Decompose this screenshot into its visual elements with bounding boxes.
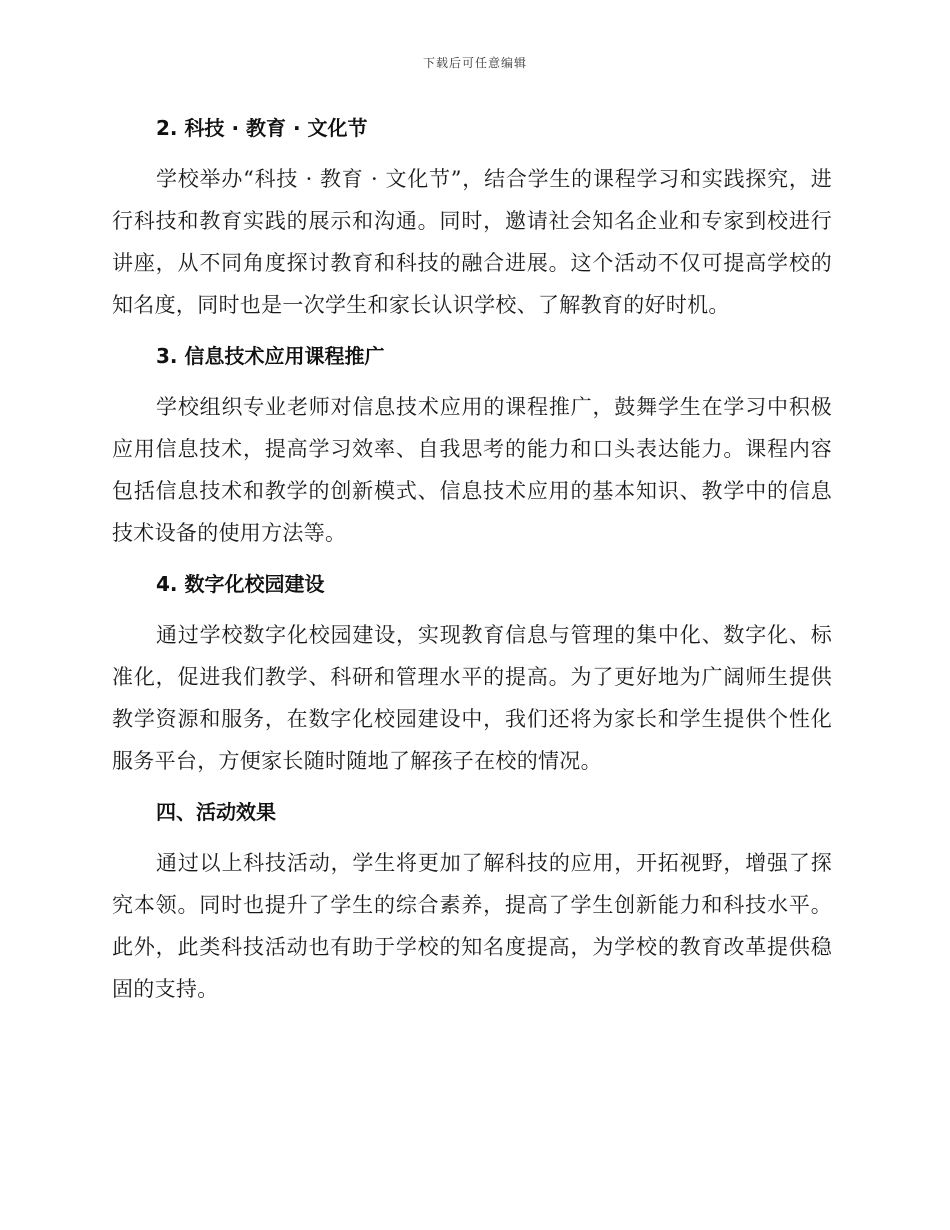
section-heading-tech-festival: 2. 科技 · 教育 · 文化节: [156, 116, 368, 140]
section-heading-activity-effect: 四、活动效果: [156, 800, 276, 824]
section-heading-digital-campus: 4. 数字化校园建设: [156, 572, 325, 596]
paragraph-tech-festival: 学校举办“科技 · 教育 · 文化节”，结合学生的课程学习和实践探究，进行科技和教育实践的展示和沟通。同时，邀请社会知名企业和专家到校进行讲座，从不同角度探讨教育和科技的融合进展。这个活动不仅可提高学校的知名度，同时也是一次学生和家长认识学校、了解教育的好时机。: [112, 167, 832, 317]
paragraph-digital-campus: 通过学校数字化校园建设，实现教育信息与管理的集中化、数字化、标准化，促进我们教学、科研和管理水平的提高。为了更好地为广阔师生提供教学资源和服务，在数字化校园建设中，我们还将为家长和学生提供个性化服务平台，方便家长随时随地了解孩子在校的情况。: [112, 623, 832, 773]
paragraph-activity-effect: 通过以上科技活动，学生将更加了解科技的应用，开拓视野，增强了探究本领。同时也提升了学生的综合素养，提高了学生创新能力和科技水平。此外，此类科技活动也有助于学校的知名度提高，为学校的教育改革提供稳固的支持。: [112, 851, 832, 1001]
section-heading-it-course: 3. 信息技术应用课程推广: [156, 344, 385, 368]
paragraph-it-course: 学校组织专业老师对信息技术应用的课程推广，鼓舞学生在学习中积极应用信息技术，提高学习效率、自我思考的能力和口头表达能力。课程内容包括信息技术和教学的创新模式、信息技术应用的基本知识、教学中的信息技术设备的使用方法等。: [112, 395, 832, 545]
page-header: 下载后可任意编辑: [422, 56, 527, 70]
document-body: [112, 108, 832, 1020]
